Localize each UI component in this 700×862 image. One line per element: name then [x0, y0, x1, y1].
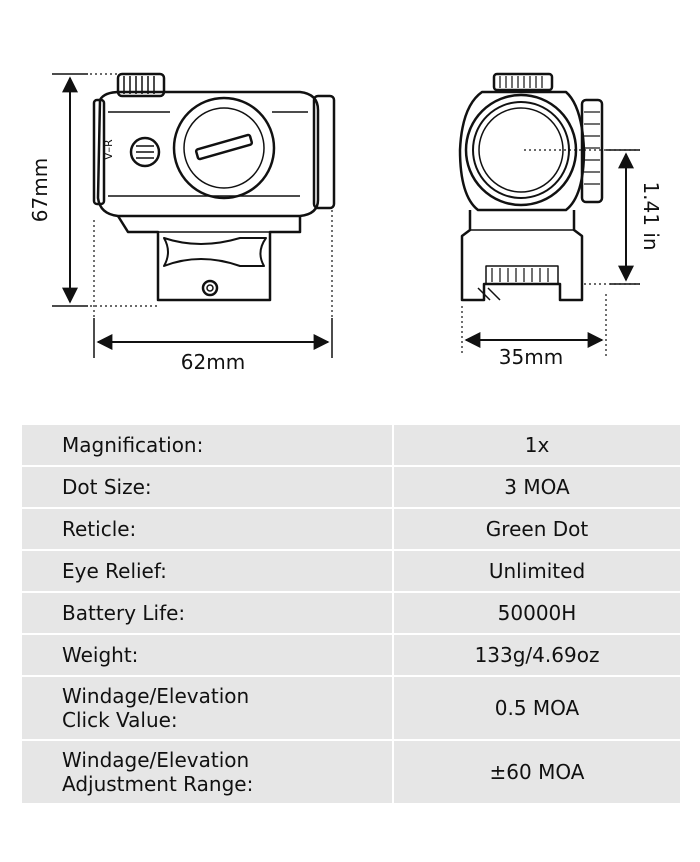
front-view-drawing [94, 74, 334, 300]
spec-row [21, 740, 681, 804]
spec-label: Dot Size: [21, 466, 393, 508]
spec-value: 3 MOA [393, 466, 681, 508]
spec-label: Windage/Elevation Click Value: [21, 676, 393, 740]
mount-screw [203, 281, 217, 295]
mount-base [118, 216, 300, 300]
svg-text:V–R: V–R [102, 139, 115, 160]
side-height-label: 1.41 in [639, 181, 663, 251]
side-mount [462, 210, 582, 300]
spec-row [21, 424, 681, 466]
spec-label: Magnification: [21, 424, 393, 466]
spec-label: Reticle: [21, 508, 393, 550]
spec-value: 50000H [393, 592, 681, 634]
elevation-turret [174, 98, 274, 198]
spec-label: Eye Relief: [21, 550, 393, 592]
front-height-label: 67mm [28, 157, 52, 223]
spec-value: ±60 MOA [393, 740, 681, 804]
side-top-knob [494, 74, 552, 90]
spec-value: Unlimited [393, 550, 681, 592]
dimension-diagram [0, 0, 700, 410]
spec-table [20, 423, 682, 805]
front-width-label: 62mm [180, 350, 246, 374]
spec-row [21, 508, 681, 550]
spec-row [21, 466, 681, 508]
spec-label: Battery Life: [21, 592, 393, 634]
spec-row [21, 592, 681, 634]
side-view-drawing [460, 74, 602, 300]
spec-value: 0.5 MOA [393, 676, 681, 740]
spec-value: Green Dot [393, 508, 681, 550]
spec-row [21, 634, 681, 676]
spec-value: 133g/4.69oz [393, 634, 681, 676]
mount-cutout [164, 238, 266, 266]
spec-label: Weight: [21, 634, 393, 676]
spec-row [21, 550, 681, 592]
spec-row [21, 676, 681, 740]
spec-value: 1x [393, 424, 681, 466]
spec-label: Windage/Elevation Adjustment Range: [21, 740, 393, 804]
mount-clamp [486, 266, 558, 284]
turret-slot [196, 134, 253, 159]
side-width-label: 35mm [498, 345, 564, 369]
